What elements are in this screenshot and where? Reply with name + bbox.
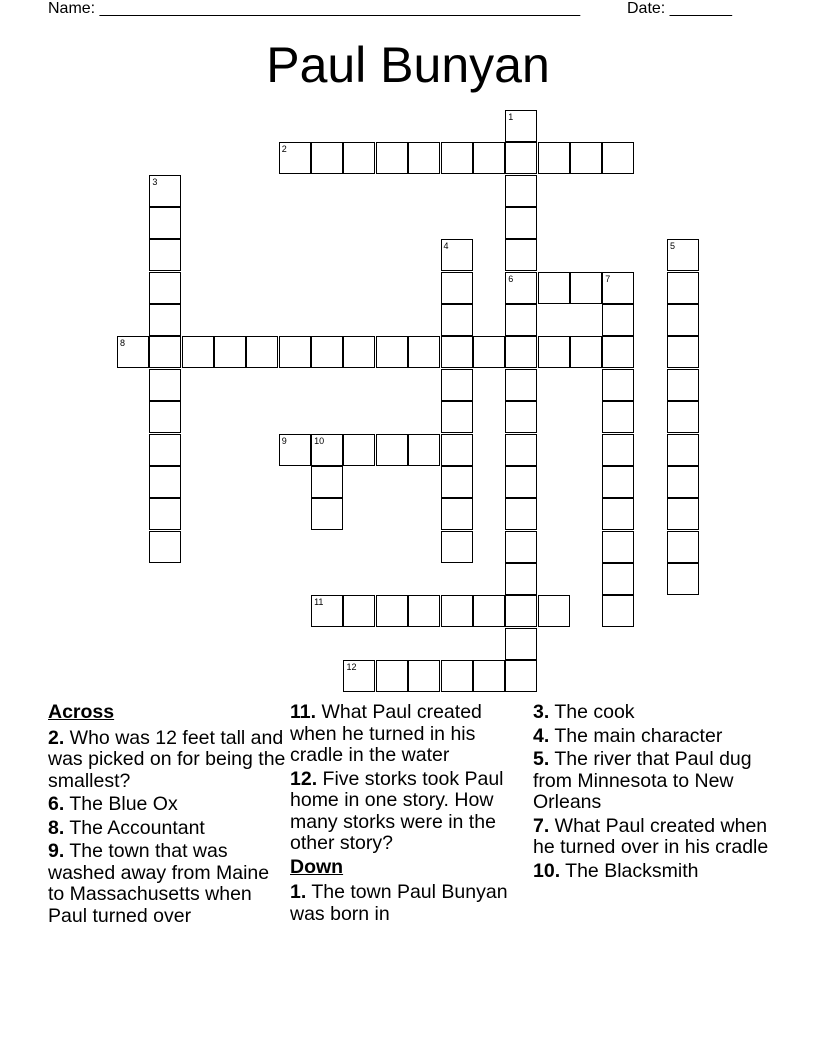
clue-number: 10. — [533, 859, 561, 882]
grid-cell[interactable] — [602, 466, 634, 498]
grid-cell[interactable] — [441, 595, 473, 627]
grid-cell[interactable] — [505, 660, 537, 692]
clue-text: The town that was washed away from Maine to Massachusetts when Paul turned over — [48, 840, 270, 927]
grid-cell[interactable] — [376, 336, 408, 368]
grid-cell[interactable] — [505, 142, 537, 174]
grid-cell[interactable] — [279, 336, 311, 368]
grid-cell[interactable] — [538, 595, 570, 627]
clue-column-3 — [533, 702, 773, 884]
down-clue-7 — [533, 816, 773, 859]
across-clue-12 — [290, 769, 530, 855]
clue-number: 11. — [290, 701, 317, 723]
clue-text: The cook — [549, 701, 635, 723]
grid-cell[interactable] — [376, 434, 408, 466]
grid-cell[interactable] — [667, 563, 699, 595]
name-field-line: Name: ______________________________________________________ — [48, 0, 581, 17]
grid-cell[interactable] — [441, 401, 473, 433]
grid-cell[interactable] — [149, 304, 181, 336]
grid-cell[interactable] — [505, 531, 537, 563]
grid-cell[interactable] — [376, 660, 408, 692]
grid-cell[interactable] — [343, 660, 375, 692]
grid-cell[interactable] — [149, 434, 181, 466]
across-clue-2 — [48, 728, 288, 793]
grid-cell[interactable] — [602, 304, 634, 336]
grid-cell[interactable] — [538, 272, 570, 304]
grid-cell[interactable] — [117, 336, 149, 368]
grid-cell[interactable] — [149, 466, 181, 498]
grid-cell[interactable] — [570, 142, 602, 174]
clue-text: Who was 12 feet tall and was picked on for being the smallest? — [48, 726, 286, 792]
grid-cell[interactable] — [311, 434, 343, 466]
grid-cell[interactable] — [441, 272, 473, 304]
grid-cell[interactable] — [311, 466, 343, 498]
down-clue-10 — [533, 861, 773, 883]
grid-cell[interactable] — [602, 498, 634, 530]
across-clue-11 — [290, 702, 530, 767]
grid-cell[interactable] — [667, 369, 699, 401]
cell-number: 8 — [120, 338, 126, 349]
grid-cell[interactable] — [570, 272, 602, 304]
cell-number: 3 — [152, 176, 158, 187]
grid-cell[interactable] — [149, 531, 181, 563]
cell-number: 4 — [443, 241, 449, 252]
grid-cell[interactable] — [149, 175, 181, 207]
clue-text: The river that Paul dug from Minnesota to New Orleans — [533, 748, 752, 813]
across-clue-9 — [48, 841, 288, 927]
grid-cell[interactable] — [149, 272, 181, 304]
grid-cell[interactable] — [667, 272, 699, 304]
grid-cell[interactable] — [602, 272, 634, 304]
clue-number: 1. — [290, 881, 307, 903]
grid-cell[interactable] — [505, 336, 537, 368]
grid-cell[interactable] — [602, 595, 634, 627]
grid-cell[interactable] — [343, 142, 375, 174]
grid-cell[interactable] — [441, 498, 473, 530]
grid-cell[interactable] — [505, 628, 537, 660]
grid-cell[interactable] — [441, 531, 473, 563]
cell-number: 12 — [346, 661, 357, 672]
grid-cell[interactable] — [473, 595, 505, 627]
clue-text: The Blue Ox — [64, 793, 178, 815]
grid-cell[interactable] — [343, 595, 375, 627]
grid-cell[interactable] — [667, 498, 699, 530]
grid-cell[interactable] — [602, 434, 634, 466]
clue-number: 7. — [533, 814, 550, 837]
grid-cell[interactable] — [311, 336, 343, 368]
grid-cell[interactable] — [311, 595, 343, 627]
grid-cell[interactable] — [311, 498, 343, 530]
grid-cell[interactable] — [667, 466, 699, 498]
clue-number: 8. — [48, 816, 65, 839]
grid-cell[interactable] — [538, 142, 570, 174]
grid-cell[interactable] — [505, 434, 537, 466]
grid-cell[interactable] — [505, 466, 537, 498]
cell-number: 5 — [669, 241, 675, 252]
cell-number: 9 — [281, 435, 287, 446]
clue-number: 5. — [533, 748, 550, 770]
grid-cell[interactable] — [505, 175, 537, 207]
grid-cell[interactable] — [376, 595, 408, 627]
clue-column-1 — [48, 702, 288, 929]
clue-text: Five storks took Paul home in one story. How many storks were in the other story? — [290, 767, 504, 854]
grid-cell[interactable] — [505, 110, 537, 142]
cell-number: 10 — [314, 435, 325, 446]
grid-cell[interactable] — [441, 142, 473, 174]
clue-number: 6. — [48, 793, 65, 815]
clue-text: The main character — [549, 724, 723, 747]
grid-cell[interactable] — [505, 272, 537, 304]
grid-cell[interactable] — [473, 336, 505, 368]
grid-cell[interactable] — [602, 142, 634, 174]
grid-cell[interactable] — [473, 660, 505, 692]
cell-number: 11 — [314, 597, 324, 608]
across-clue-8 — [48, 818, 288, 840]
down-heading: Down — [290, 855, 344, 878]
grid-cell[interactable] — [667, 531, 699, 563]
clue-column-2 — [290, 702, 530, 927]
grid-cell[interactable] — [408, 142, 440, 174]
clue-text: What Paul created when he turned in his cradle in the water — [290, 701, 482, 766]
grid-cell[interactable] — [602, 336, 634, 368]
across-heading: Across — [48, 701, 115, 723]
clue-text: The town Paul Bunyan was born in — [290, 881, 508, 925]
grid-cell[interactable] — [505, 207, 537, 239]
cell-number: 6 — [508, 273, 514, 284]
clue-number: 9. — [48, 840, 65, 862]
grid-cell[interactable] — [441, 239, 473, 271]
down-clue-3 — [533, 702, 773, 724]
grid-cell[interactable] — [602, 401, 634, 433]
grid-cell[interactable] — [505, 304, 537, 336]
grid-cell[interactable] — [214, 336, 246, 368]
grid-cell[interactable] — [441, 369, 473, 401]
grid-cell[interactable] — [538, 336, 570, 368]
grid-cell[interactable] — [408, 595, 440, 627]
grid-cell[interactable] — [667, 239, 699, 271]
grid-cell[interactable] — [441, 304, 473, 336]
clue-number: 12. — [290, 767, 318, 790]
cell-number: 1 — [508, 112, 514, 122]
grid-cell[interactable] — [279, 142, 311, 174]
grid-cell[interactable] — [246, 336, 278, 368]
date-field-line: Date: _______ — [627, 0, 732, 17]
grid-cell[interactable] — [602, 563, 634, 595]
clue-number: 2. — [48, 726, 65, 749]
grid-cell[interactable] — [505, 239, 537, 271]
grid-cell[interactable] — [505, 369, 537, 401]
grid-cell[interactable] — [149, 498, 181, 530]
grid-cell[interactable] — [667, 304, 699, 336]
grid-cell[interactable] — [441, 660, 473, 692]
grid-cell[interactable] — [441, 434, 473, 466]
grid-cell[interactable] — [279, 434, 311, 466]
grid-cell[interactable] — [376, 142, 408, 174]
grid-cell[interactable] — [408, 336, 440, 368]
grid-cell[interactable] — [505, 498, 537, 530]
grid-cell[interactable] — [343, 336, 375, 368]
grid-cell[interactable] — [149, 239, 181, 271]
grid-cell[interactable] — [602, 531, 634, 563]
grid-cell[interactable] — [149, 336, 181, 368]
grid-cell[interactable] — [441, 336, 473, 368]
grid-cell[interactable] — [505, 401, 537, 433]
grid-cell[interactable] — [473, 142, 505, 174]
clue-text: What Paul created when he turned over in his cradle — [533, 814, 769, 858]
cell-number: 2 — [281, 144, 287, 155]
grid-cell[interactable] — [441, 466, 473, 498]
clue-number: 4. — [533, 724, 550, 747]
grid-cell[interactable] — [343, 434, 375, 466]
grid-cell[interactable] — [602, 369, 634, 401]
grid-cell[interactable] — [667, 434, 699, 466]
grid-cell[interactable] — [149, 369, 181, 401]
clue-text: The Accountant — [64, 816, 205, 839]
down-clue-5 — [533, 749, 773, 814]
grid-cell[interactable] — [505, 595, 537, 627]
clue-number: 3. — [533, 701, 550, 723]
grid-cell[interactable] — [570, 336, 602, 368]
down-clue-4 — [533, 726, 773, 748]
down-clue-1 — [290, 882, 530, 925]
clue-text: The Blacksmith — [560, 859, 699, 882]
grid-cell[interactable] — [408, 434, 440, 466]
cell-number: 7 — [605, 273, 611, 284]
grid-cell[interactable] — [149, 207, 181, 239]
grid-cell[interactable] — [149, 401, 181, 433]
grid-cell[interactable] — [505, 563, 537, 595]
grid-cell[interactable] — [408, 660, 440, 692]
grid-cell[interactable] — [182, 336, 214, 368]
grid-cell[interactable] — [311, 142, 343, 174]
grid-cell[interactable] — [667, 336, 699, 368]
page-title: Paul Bunyan — [266, 37, 550, 93]
grid-cell[interactable] — [667, 401, 699, 433]
across-clue-6 — [48, 794, 288, 816]
